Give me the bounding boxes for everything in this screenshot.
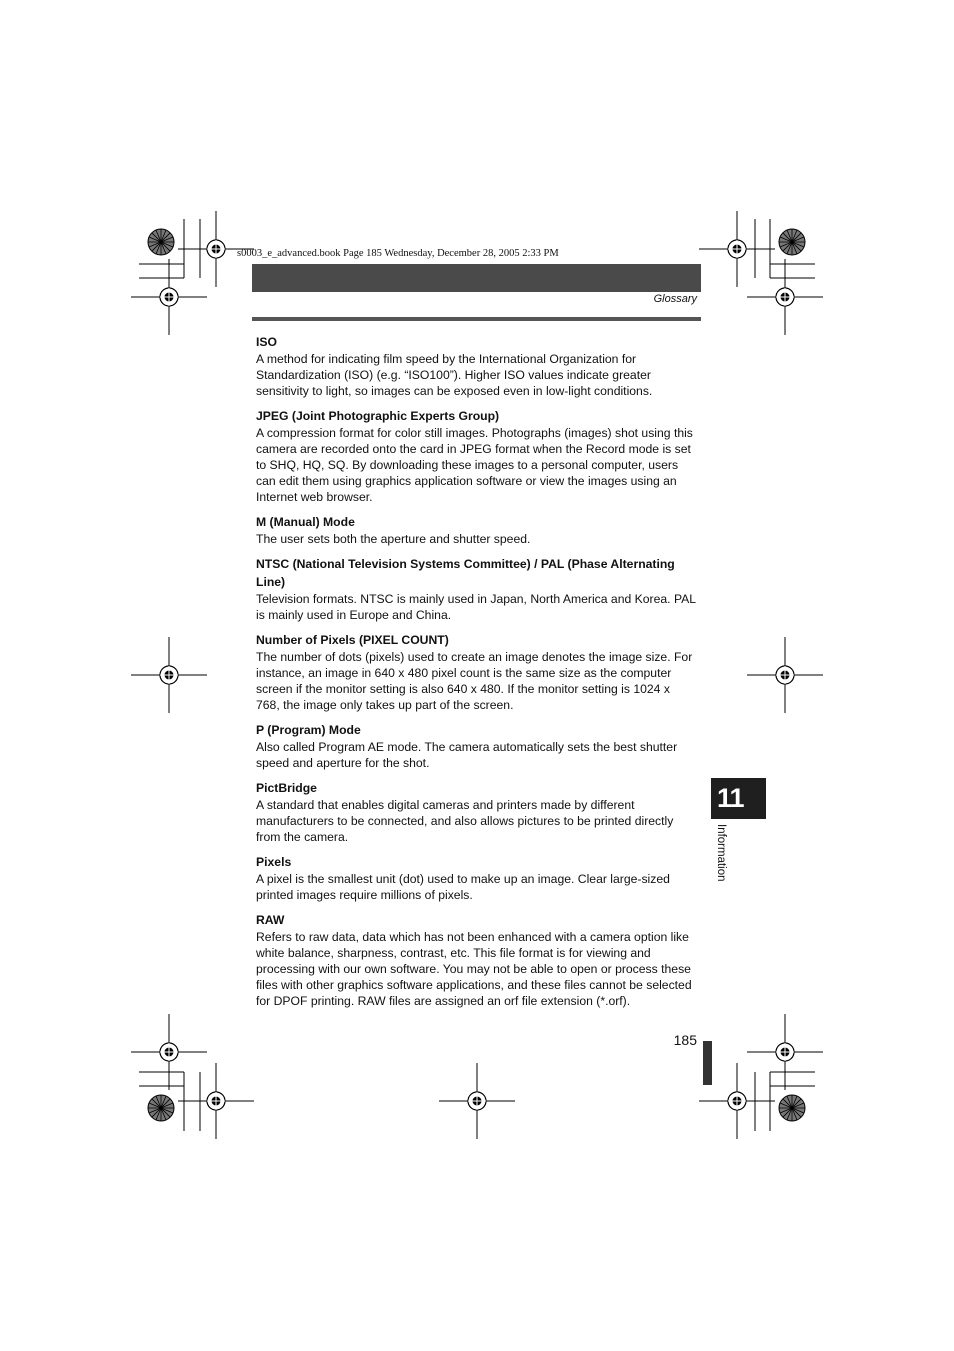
registration-crosshair-icon bbox=[131, 259, 207, 335]
chapter-label: Information bbox=[715, 824, 727, 882]
starburst-target-icon bbox=[148, 1095, 174, 1121]
page-edge-bar bbox=[703, 1041, 712, 1085]
registration-crosshair-icon bbox=[439, 1063, 515, 1139]
glossary-term: ISO bbox=[256, 335, 277, 349]
glossary-list bbox=[256, 333, 696, 1017]
registration-crosshair-icon bbox=[747, 1014, 823, 1090]
glossary-definition: The user sets both the aperture and shutter speed. bbox=[256, 532, 531, 546]
glossary-entry bbox=[256, 779, 696, 845]
starburst-target-icon bbox=[779, 1095, 805, 1121]
glossary-definition: A standard that enables digital cameras and printers made by different manufacturers to be connected, and also allows pictures to be printed directly from the camera. bbox=[256, 798, 674, 844]
header-rule bbox=[252, 317, 701, 321]
glossary-term: NTSC (National Television Systems Committee) / PAL (Phase Alternating Line) bbox=[256, 557, 675, 589]
glossary-entry bbox=[256, 911, 696, 1009]
registration-crosshair-icon bbox=[747, 259, 823, 335]
glossary-term: JPEG (Joint Photographic Experts Group) bbox=[256, 409, 500, 423]
glossary-definition: Refers to raw data, data which has not been enhanced with a camera option like white balance, sharpness, contrast, etc. This file format is for viewing and processing with our own software. You may not be able to open or process these files with other graphics software applications, and these files cannot be selected for DPOF printing. RAW files are assigned an orf file extension (*.orf). bbox=[256, 930, 692, 1008]
glossary-entry bbox=[256, 407, 696, 505]
glossary-term: P (Program) Mode bbox=[256, 723, 361, 737]
glossary-term: M (Manual) Mode bbox=[256, 515, 355, 529]
registration-crosshair-icon bbox=[178, 1063, 254, 1139]
glossary-entry bbox=[256, 853, 696, 903]
glossary-entry bbox=[256, 513, 696, 547]
glossary-definition: A pixel is the smallest unit (dot) used to make up an image. Clear large-sized printed images require millions of pixels. bbox=[256, 872, 670, 902]
glossary-definition: A compression format for color still images. Photographs (images) shot using this camera are recorded onto the card in JPEG format when the Record mode is set to SHQ, HQ, SQ. By downloading these images to a personal computer, users can edit them using graphics application software or view the images using an Internet web browser. bbox=[256, 426, 693, 504]
glossary-definition: A method for indicating film speed by the International Organization for Standardization (ISO) (e.g. “ISO100”). Higher ISO values indicate greater sensitivity to light, so images can be exposed even in low-light conditions. bbox=[256, 352, 653, 398]
glossary-entry bbox=[256, 631, 696, 713]
glossary-term: Pixels bbox=[256, 855, 292, 869]
header-bar bbox=[252, 264, 701, 292]
glossary-entry bbox=[256, 721, 696, 771]
registration-crosshair-icon bbox=[131, 637, 207, 713]
registration-crosshair-icon bbox=[747, 637, 823, 713]
glossary-definition: Also called Program AE mode. The camera automatically sets the best shutter speed and aperture for the shot. bbox=[256, 740, 678, 770]
glossary-definition: The number of dots (pixels) used to create an image denotes the image size. For instance, an image in 640 x 480 pixel count is the same size as the computer screen if the monitor setting is also 640 x 480. If the monitor setting is 1024 x 768, the image only takes up part of the screen. bbox=[256, 650, 693, 712]
glossary-term: Number of Pixels (PIXEL COUNT) bbox=[256, 633, 449, 647]
starburst-target-icon bbox=[148, 229, 174, 255]
registration-crosshair-icon bbox=[699, 211, 775, 287]
chapter-tab: 11 bbox=[711, 778, 766, 819]
glossary-term: RAW bbox=[256, 913, 285, 927]
file-header: s0003_e_advanced.book Page 185 Wednesday, December 28, 2005 2:33 PM bbox=[237, 248, 559, 259]
glossary-term: PictBridge bbox=[256, 781, 317, 795]
glossary-definition: Television formats. NTSC is mainly used in Japan, North America and Korea. PAL is mainly used in Europe and China. bbox=[256, 592, 696, 622]
page-number: 185 bbox=[673, 1032, 697, 1048]
glossary-entry bbox=[256, 555, 696, 623]
registration-crosshair-icon bbox=[131, 1014, 207, 1090]
glossary-entry bbox=[256, 333, 696, 399]
starburst-target-icon bbox=[779, 229, 805, 255]
section-title: Glossary bbox=[653, 293, 697, 305]
